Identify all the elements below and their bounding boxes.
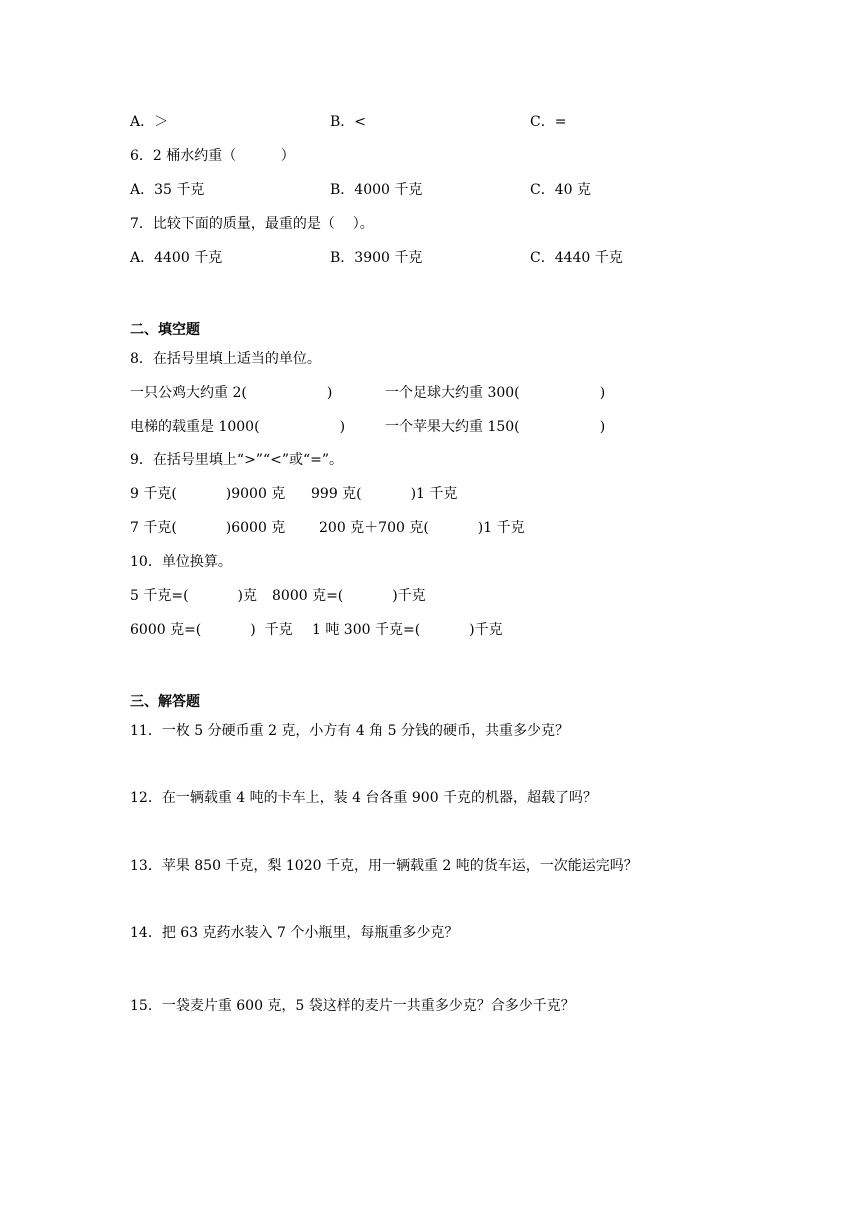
q9-item-3: 7 千克( )6000 克 — [130, 520, 286, 536]
q10-stem: 10．单位换算。 — [130, 554, 232, 570]
q8-item-football: 一个足球大约重 300( ) — [385, 385, 606, 401]
q7-option-c: C．4440 千克 — [530, 250, 623, 266]
q8-item-rooster: 一只公鸡大约重 2( ) — [130, 385, 333, 401]
section-2-heading: 二、填空题 — [130, 322, 200, 338]
q11: 11．一枚 5 分硬币重 2 克，小方有 4 角 5 分钱的硬币，共重多少克？ — [130, 723, 570, 739]
q8-item-apple: 一个苹果大约重 150( ) — [385, 419, 606, 435]
q5-option-c: C．= — [530, 114, 567, 130]
q10-item-2: 8000 克=( )千克 — [272, 588, 426, 604]
q7-stem: 7．比较下面的质量，最重的是（ ）。 — [130, 216, 374, 232]
section-3-heading: 三、解答题 — [130, 694, 200, 710]
q9-stem: 9．在括号里填上“>”“<”或“=”。 — [130, 452, 344, 468]
q5-option-a: A．＞ — [130, 114, 169, 130]
q10-item-4: 1 吨 300 千克=( )千克 — [312, 622, 503, 638]
q12: 12．在一辆载重 4 吨的卡车上，装 4 台各重 900 千克的机器，超载了吗？ — [130, 790, 598, 806]
q10-item-3: 6000 克=( ) 千克 — [130, 622, 293, 638]
q10-item-1: 5 千克=( )克 — [130, 588, 257, 604]
q8-stem: 8．在括号里填上适当的单位。 — [130, 351, 321, 367]
q6-option-b: B．4000 千克 — [330, 182, 423, 198]
q14: 14．把 63 克药水装入 7 个小瓶里，每瓶重多少克？ — [130, 925, 459, 941]
q7-option-b: B．3900 千克 — [330, 250, 423, 266]
q6-option-a: A．35 千克 — [130, 182, 205, 198]
q15: 15．一袋麦片重 600 克，5 袋这样的麦片一共重多少克？合多少千克？ — [130, 998, 575, 1014]
q9-item-1: 9 千克( )9000 克 — [130, 486, 286, 502]
q9-item-4: 200 克＋700 克( )1 千克 — [319, 520, 525, 536]
q6-stem: 6．2 桶水约重（ ） — [130, 148, 295, 164]
q13: 13．苹果 850 千克，梨 1020 千克，用一辆载重 2 吨的货车运，一次能运完吗？ — [130, 858, 638, 874]
q5-option-b: B．< — [330, 114, 367, 130]
q7-option-a: A．4400 千克 — [130, 250, 223, 266]
q8-item-elevator: 电梯的载重是 1000( ) — [130, 419, 346, 435]
q6-option-c: C．40 克 — [530, 182, 591, 198]
q9-item-2: 999 克( )1 千克 — [311, 486, 458, 502]
